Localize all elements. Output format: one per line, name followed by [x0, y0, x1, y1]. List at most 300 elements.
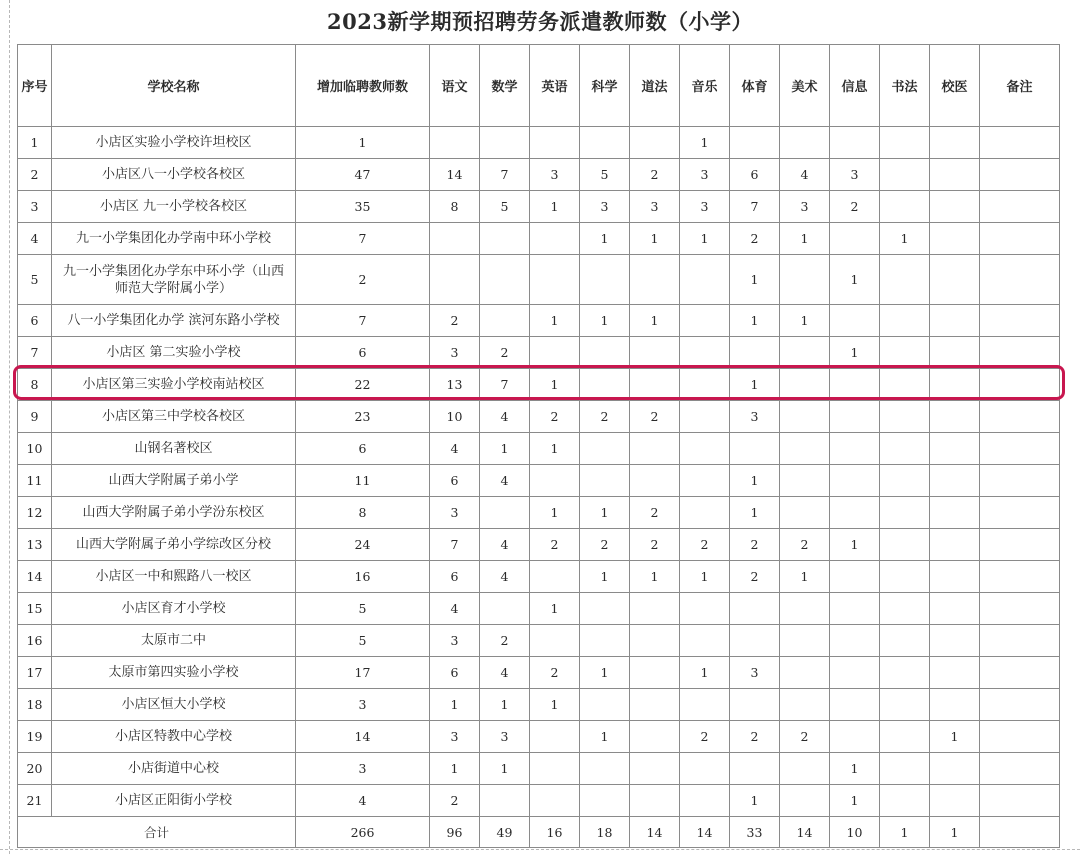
- cell-remarks: [980, 255, 1060, 305]
- cell-music: [680, 255, 730, 305]
- cell-it: [830, 497, 880, 529]
- cell-music: [680, 433, 730, 465]
- cell-pe: [730, 433, 780, 465]
- cell-morality-law: [630, 721, 680, 753]
- cell-chinese: 6: [430, 561, 480, 593]
- cell-math: 3: [480, 721, 530, 753]
- cell-chinese: 3: [430, 337, 480, 369]
- cell-math: 4: [480, 401, 530, 433]
- cell-remarks: [980, 159, 1060, 191]
- cell-added-teachers: 5: [296, 625, 430, 657]
- cell-chinese: 1: [430, 689, 480, 721]
- cell-art: [780, 753, 830, 785]
- header-music: 音乐: [680, 45, 730, 127]
- cell-index: 15: [18, 593, 52, 625]
- cell-remarks: [980, 223, 1060, 255]
- cell-chinese: 4: [430, 593, 480, 625]
- cell-index: 13: [18, 529, 52, 561]
- cell-added-teachers: 3: [296, 753, 430, 785]
- cell-pe: 1: [730, 255, 780, 305]
- total-cell-morality-law: 14: [630, 817, 680, 848]
- cell-added-teachers: 6: [296, 337, 430, 369]
- cell-calligraphy: [880, 657, 930, 689]
- cell-index: 17: [18, 657, 52, 689]
- cell-science: [580, 593, 630, 625]
- cell-pe: 6: [730, 159, 780, 191]
- cell-pe: [730, 593, 780, 625]
- cell-morality-law: 2: [630, 401, 680, 433]
- total-cell-music: 14: [680, 817, 730, 848]
- cell-chinese: 8: [430, 191, 480, 223]
- table-row: [18, 159, 1060, 191]
- table-row: [18, 433, 1060, 465]
- cell-added-teachers: 4: [296, 785, 430, 817]
- cell-remarks: [980, 721, 1060, 753]
- cell-english: 2: [530, 529, 580, 561]
- cell-remarks: [980, 191, 1060, 223]
- cell-calligraphy: [880, 561, 930, 593]
- cell-science: 1: [580, 561, 630, 593]
- cell-math: [480, 785, 530, 817]
- cell-chinese: 4: [430, 433, 480, 465]
- cell-chinese: 6: [430, 465, 480, 497]
- cell-music: [680, 689, 730, 721]
- cell-english: 1: [530, 369, 580, 401]
- cell-morality-law: 3: [630, 191, 680, 223]
- cell-math: [480, 593, 530, 625]
- header-remarks: 备注: [980, 45, 1060, 127]
- cell-chinese: [430, 127, 480, 159]
- cell-math: 4: [480, 465, 530, 497]
- cell-remarks: [980, 127, 1060, 159]
- cell-chinese: 2: [430, 305, 480, 337]
- cell-english: [530, 223, 580, 255]
- header-morality-law: 道法: [630, 45, 680, 127]
- cell-math: [480, 255, 530, 305]
- table-row: [18, 529, 1060, 561]
- cell-english: [530, 337, 580, 369]
- cell-science: 1: [580, 497, 630, 529]
- page-break-line: [0, 849, 1080, 850]
- cell-added-teachers: 1: [296, 127, 430, 159]
- header-index: 序号: [18, 45, 52, 127]
- cell-remarks: [980, 625, 1060, 657]
- table-row: [18, 625, 1060, 657]
- cell-it: 1: [830, 529, 880, 561]
- cell-remarks: [980, 593, 1060, 625]
- cell-remarks: [980, 337, 1060, 369]
- cell-calligraphy: [880, 433, 930, 465]
- cell-morality-law: 2: [630, 159, 680, 191]
- cell-science: [580, 127, 630, 159]
- cell-science: [580, 625, 630, 657]
- cell-calligraphy: [880, 191, 930, 223]
- table-row: [18, 593, 1060, 625]
- cell-english: 2: [530, 657, 580, 689]
- cell-math: [480, 127, 530, 159]
- cell-it: [830, 625, 880, 657]
- cell-remarks: [980, 529, 1060, 561]
- cell-math: 2: [480, 625, 530, 657]
- cell-school-doctor: [930, 689, 980, 721]
- cell-math: 7: [480, 369, 530, 401]
- cell-art: [780, 337, 830, 369]
- cell-pe: [730, 753, 780, 785]
- cell-pe: 3: [730, 401, 780, 433]
- table-row: [18, 305, 1060, 337]
- cell-calligraphy: [880, 785, 930, 817]
- cell-music: [680, 625, 730, 657]
- cell-school-doctor: [930, 753, 980, 785]
- cell-added-teachers: 14: [296, 721, 430, 753]
- cell-remarks: [980, 465, 1060, 497]
- cell-it: 1: [830, 255, 880, 305]
- cell-science: [580, 753, 630, 785]
- cell-chinese: 14: [430, 159, 480, 191]
- cell-morality-law: [630, 625, 680, 657]
- cell-added-teachers: 7: [296, 223, 430, 255]
- cell-english: 1: [530, 305, 580, 337]
- cell-school-doctor: [930, 657, 980, 689]
- cell-morality-law: [630, 465, 680, 497]
- cell-art: 1: [780, 305, 830, 337]
- cell-art: [780, 127, 830, 159]
- cell-index: 14: [18, 561, 52, 593]
- cell-music: 1: [680, 127, 730, 159]
- total-cell-it: 10: [830, 817, 880, 848]
- total-cell-chinese: 96: [430, 817, 480, 848]
- cell-added-teachers: 22: [296, 369, 430, 401]
- cell-school-name: 小店区第三实验小学校南站校区: [52, 369, 296, 401]
- cell-art: [780, 497, 830, 529]
- cell-index: 19: [18, 721, 52, 753]
- cell-school-name: 小店区恒大小学校: [52, 689, 296, 721]
- cell-school-doctor: [930, 433, 980, 465]
- cell-school-name: 山西大学附属子弟小学综改区分校: [52, 529, 296, 561]
- cell-math: 4: [480, 561, 530, 593]
- cell-index: 18: [18, 689, 52, 721]
- cell-music: 1: [680, 657, 730, 689]
- cell-school-doctor: [930, 465, 980, 497]
- cell-it: 1: [830, 785, 880, 817]
- cell-index: 4: [18, 223, 52, 255]
- cell-it: [830, 689, 880, 721]
- cell-math: 1: [480, 689, 530, 721]
- cell-science: 2: [580, 529, 630, 561]
- cell-morality-law: [630, 433, 680, 465]
- cell-calligraphy: [880, 305, 930, 337]
- cell-chinese: 2: [430, 785, 480, 817]
- cell-school-name: 小店区育才小学校: [52, 593, 296, 625]
- cell-art: 1: [780, 561, 830, 593]
- cell-remarks: [980, 305, 1060, 337]
- cell-art: [780, 433, 830, 465]
- total-cell-added-teachers: 266: [296, 817, 430, 848]
- cell-music: 2: [680, 721, 730, 753]
- cell-chinese: 3: [430, 721, 480, 753]
- cell-morality-law: [630, 255, 680, 305]
- cell-index: 6: [18, 305, 52, 337]
- cell-school-name: 小店区特教中心学校: [52, 721, 296, 753]
- highlighted-row-marker: [13, 365, 1065, 400]
- cell-index: 20: [18, 753, 52, 785]
- header-art: 美术: [780, 45, 830, 127]
- cell-pe: [730, 127, 780, 159]
- table-row: [18, 753, 1060, 785]
- table-row: [18, 689, 1060, 721]
- cell-chinese: [430, 255, 480, 305]
- cell-music: [680, 497, 730, 529]
- cell-music: [680, 785, 730, 817]
- cell-school-doctor: [930, 223, 980, 255]
- cell-added-teachers: 24: [296, 529, 430, 561]
- cell-math: 1: [480, 753, 530, 785]
- cell-english: 3: [530, 159, 580, 191]
- cell-art: [780, 255, 830, 305]
- cell-art: [780, 465, 830, 497]
- total-label: 合计: [18, 817, 296, 848]
- cell-it: 1: [830, 337, 880, 369]
- cell-art: [780, 657, 830, 689]
- cell-math: 4: [480, 657, 530, 689]
- total-cell-english: 16: [530, 817, 580, 848]
- cell-calligraphy: [880, 625, 930, 657]
- cell-it: [830, 433, 880, 465]
- cell-pe: [730, 689, 780, 721]
- page-title: 2023新学期预招聘劳务派遣教师数（小学）: [327, 9, 753, 34]
- cell-calligraphy: [880, 401, 930, 433]
- cell-calligraphy: [880, 593, 930, 625]
- cell-pe: 2: [730, 529, 780, 561]
- cell-english: [530, 753, 580, 785]
- cell-pe: 3: [730, 657, 780, 689]
- cell-music: [680, 401, 730, 433]
- cell-it: [830, 223, 880, 255]
- cell-morality-law: [630, 785, 680, 817]
- cell-art: [780, 625, 830, 657]
- cell-science: 3: [580, 191, 630, 223]
- cell-english: [530, 721, 580, 753]
- cell-remarks: [980, 657, 1060, 689]
- cell-chinese: 13: [430, 369, 480, 401]
- header-english: 英语: [530, 45, 580, 127]
- cell-math: [480, 223, 530, 255]
- cell-pe: [730, 625, 780, 657]
- cell-remarks: [980, 401, 1060, 433]
- header-school-doctor: 校医: [930, 45, 980, 127]
- header-school-name: 学校名称: [52, 45, 296, 127]
- cell-art: 1: [780, 223, 830, 255]
- cell-it: [830, 127, 880, 159]
- cell-music: [680, 305, 730, 337]
- cell-it: 3: [830, 159, 880, 191]
- cell-it: 2: [830, 191, 880, 223]
- cell-morality-law: [630, 753, 680, 785]
- cell-school-name: 小店区八一小学校各校区: [52, 159, 296, 191]
- cell-music: [680, 753, 730, 785]
- cell-science: [580, 433, 630, 465]
- cell-it: [830, 401, 880, 433]
- cell-english: [530, 127, 580, 159]
- cell-morality-law: [630, 689, 680, 721]
- cell-art: 4: [780, 159, 830, 191]
- cell-calligraphy: [880, 753, 930, 785]
- cell-school-doctor: [930, 529, 980, 561]
- cell-added-teachers: 35: [296, 191, 430, 223]
- cell-music: 2: [680, 529, 730, 561]
- cell-music: [680, 465, 730, 497]
- cell-index: 5: [18, 255, 52, 305]
- cell-art: [780, 689, 830, 721]
- table-row: [18, 721, 1060, 753]
- cell-science: [580, 255, 630, 305]
- cell-chinese: 1: [430, 753, 480, 785]
- cell-chinese: 3: [430, 625, 480, 657]
- cell-math: 5: [480, 191, 530, 223]
- cell-added-teachers: 17: [296, 657, 430, 689]
- cell-calligraphy: [880, 159, 930, 191]
- total-cell-pe: 33: [730, 817, 780, 848]
- cell-school-name: 小店街道中心校: [52, 753, 296, 785]
- table-row: [18, 785, 1060, 817]
- cell-pe: 2: [730, 721, 780, 753]
- cell-calligraphy: 1: [880, 223, 930, 255]
- cell-music: [680, 593, 730, 625]
- cell-it: [830, 593, 880, 625]
- cell-school-doctor: [930, 159, 980, 191]
- header-added-teachers: 增加临聘教师数: [296, 45, 430, 127]
- cell-science: [580, 785, 630, 817]
- total-cell-school-doctor: 1: [930, 817, 980, 848]
- cell-calligraphy: [880, 337, 930, 369]
- cell-school-name: 小店区第三中学校各校区: [52, 401, 296, 433]
- cell-science: 5: [580, 159, 630, 191]
- cell-school-name: 九一小学集团化办学南中环小学校: [52, 223, 296, 255]
- cell-morality-law: 2: [630, 529, 680, 561]
- table-row: [18, 337, 1060, 369]
- cell-english: 2: [530, 401, 580, 433]
- table-row: [18, 127, 1060, 159]
- cell-index: 7: [18, 337, 52, 369]
- cell-index: 16: [18, 625, 52, 657]
- table-row: [18, 497, 1060, 529]
- cell-music: [680, 337, 730, 369]
- cell-added-teachers: 23: [296, 401, 430, 433]
- cell-science: [580, 465, 630, 497]
- cell-morality-law: 1: [630, 561, 680, 593]
- cell-pe: [730, 337, 780, 369]
- cell-english: 1: [530, 497, 580, 529]
- table-row: [18, 561, 1060, 593]
- cell-morality-law: [630, 127, 680, 159]
- cell-pe: 1: [730, 369, 780, 401]
- cell-school-name: 山西大学附属子弟小学汾东校区: [52, 497, 296, 529]
- header-it: 信息: [830, 45, 880, 127]
- cell-pe: 1: [730, 465, 780, 497]
- total-row: [18, 817, 1060, 848]
- table-row: [18, 223, 1060, 255]
- cell-calligraphy: [880, 529, 930, 561]
- cell-science: 1: [580, 721, 630, 753]
- table-row: [18, 191, 1060, 223]
- cell-index: 2: [18, 159, 52, 191]
- cell-school-name: 小店区 第二实验小学校: [52, 337, 296, 369]
- cell-pe: 7: [730, 191, 780, 223]
- cell-chinese: 3: [430, 497, 480, 529]
- cell-remarks: [980, 689, 1060, 721]
- cell-remarks: [980, 785, 1060, 817]
- cell-chinese: [430, 223, 480, 255]
- cell-it: [830, 721, 880, 753]
- cell-chinese: 6: [430, 657, 480, 689]
- cell-math: 1: [480, 433, 530, 465]
- cell-morality-law: 2: [630, 497, 680, 529]
- total-cell-science: 18: [580, 817, 630, 848]
- cell-art: 2: [780, 721, 830, 753]
- cell-english: [530, 255, 580, 305]
- cell-index: 21: [18, 785, 52, 817]
- cell-calligraphy: [880, 465, 930, 497]
- cell-art: [780, 785, 830, 817]
- cell-math: 4: [480, 529, 530, 561]
- cell-science: 2: [580, 401, 630, 433]
- cell-school-name: 太原市第四实验小学校: [52, 657, 296, 689]
- cell-it: 1: [830, 753, 880, 785]
- cell-morality-law: [630, 593, 680, 625]
- cell-morality-law: 1: [630, 223, 680, 255]
- cell-science: 1: [580, 657, 630, 689]
- total-cell-calligraphy: 1: [880, 817, 930, 848]
- cell-remarks: [980, 497, 1060, 529]
- cell-math: 7: [480, 159, 530, 191]
- cell-english: [530, 465, 580, 497]
- page-margin-line: [9, 0, 10, 854]
- cell-index: 12: [18, 497, 52, 529]
- table-row: [18, 255, 1060, 305]
- cell-science: [580, 337, 630, 369]
- header-pe: 体育: [730, 45, 780, 127]
- cell-english: [530, 785, 580, 817]
- cell-school-doctor: 1: [930, 721, 980, 753]
- cell-school-name: 山西大学附属子弟小学: [52, 465, 296, 497]
- cell-calligraphy: [880, 689, 930, 721]
- cell-morality-law: [630, 657, 680, 689]
- total-cell-art: 14: [780, 817, 830, 848]
- cell-science: 1: [580, 305, 630, 337]
- header-science: 科学: [580, 45, 630, 127]
- cell-science: 1: [580, 223, 630, 255]
- cell-chinese: 7: [430, 529, 480, 561]
- cell-index: 1: [18, 127, 52, 159]
- table-body: [18, 127, 1060, 848]
- header-calligraphy: 书法: [880, 45, 930, 127]
- cell-it: [830, 465, 880, 497]
- cell-art: [780, 593, 830, 625]
- table-row: [18, 401, 1060, 433]
- cell-it: [830, 305, 880, 337]
- cell-pe: 1: [730, 785, 780, 817]
- cell-index: 10: [18, 433, 52, 465]
- cell-school-doctor: [930, 255, 980, 305]
- cell-school-doctor: [930, 305, 980, 337]
- cell-english: [530, 625, 580, 657]
- cell-school-doctor: [930, 497, 980, 529]
- cell-pe: 1: [730, 305, 780, 337]
- cell-added-teachers: 7: [296, 305, 430, 337]
- cell-pe: 1: [730, 497, 780, 529]
- cell-added-teachers: 8: [296, 497, 430, 529]
- cell-added-teachers: 6: [296, 433, 430, 465]
